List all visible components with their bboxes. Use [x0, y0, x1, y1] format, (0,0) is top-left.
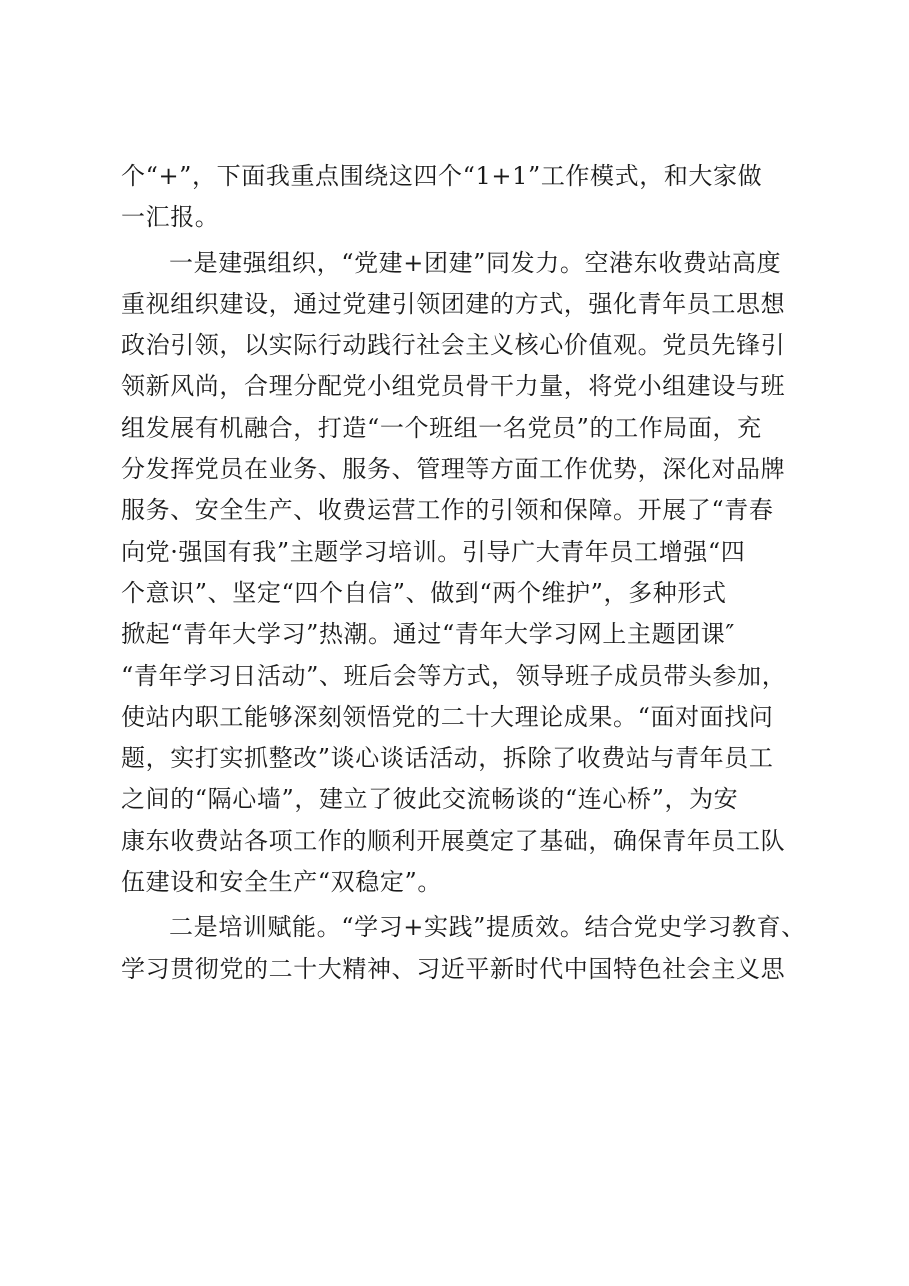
text-line: 二是培训赋能。“学习+实践”提质效。结合党史学习教育、 — [169, 913, 806, 942]
text-line: 个“+”，下面我重点围绕这四个“1+1”工作模式，和大家做 — [121, 162, 763, 190]
text-line: 一是建强组织，“党建+团建”同发力。空港东收费站高度 — [169, 248, 782, 277]
text-line: 政治引领，以实际行动践行社会主义核心价值观。党员先锋引 — [121, 331, 786, 360]
text-line: 个意识”、坚定“四个自信”、做到“两个维护”，多种形式 — [121, 578, 727, 607]
text-line: 领新风尚，合理分配党小组党员骨干力量，将党小组建设与班 — [121, 372, 786, 401]
text-line: 伍建设和安全生产“双稳定”。 — [121, 868, 442, 897]
text-line: 一汇报。 — [121, 203, 220, 232]
text-line: 重视组织建设，通过党建引领团建的方式，强化青年员工思想 — [121, 289, 786, 318]
text-line: “青年学习日活动”、班后会等方式，领导班子成员带头参加， — [121, 661, 787, 690]
text-line: 康东收费站各项工作的顺利开展奠定了基础，确保青年员工队 — [121, 826, 786, 855]
text-line: 使站内职工能够深刻领悟党的二十大理论成果。“面对面找问 — [121, 702, 774, 731]
text-line: 之间的“隔心墙”，建立了彼此交流畅谈的“连心桥”，为安 — [121, 785, 739, 814]
paragraph-section-2 — [121, 907, 821, 990]
paragraph-intro — [121, 156, 821, 239]
text-line: 掀起“青年大学习”热潮。通过“青年大学习网上主题团课″ — [121, 620, 735, 649]
text-line: 服务、安全生产、收费运营工作的引领和保障。开展了“青春 — [121, 496, 774, 525]
text-line: 向党·强国有我”主题学习培训。引导广大青年员工增强“四 — [121, 537, 746, 566]
document-body — [121, 156, 821, 990]
paragraph-section-1 — [121, 243, 821, 904]
text-line: 题，实打实抓整改”谈心谈话活动，拆除了收费站与青年员工 — [121, 744, 774, 773]
text-line: 学习贯彻党的二十大精神、习近平新时代中国特色社会主义思 — [121, 954, 786, 983]
text-line: 组发展有机融合，打造“一个班组一名党员”的工作局面，充 — [121, 413, 762, 442]
text-line: 分发挥党员在业务、服务、管理等方面工作优势，深化对品牌 — [121, 455, 786, 484]
